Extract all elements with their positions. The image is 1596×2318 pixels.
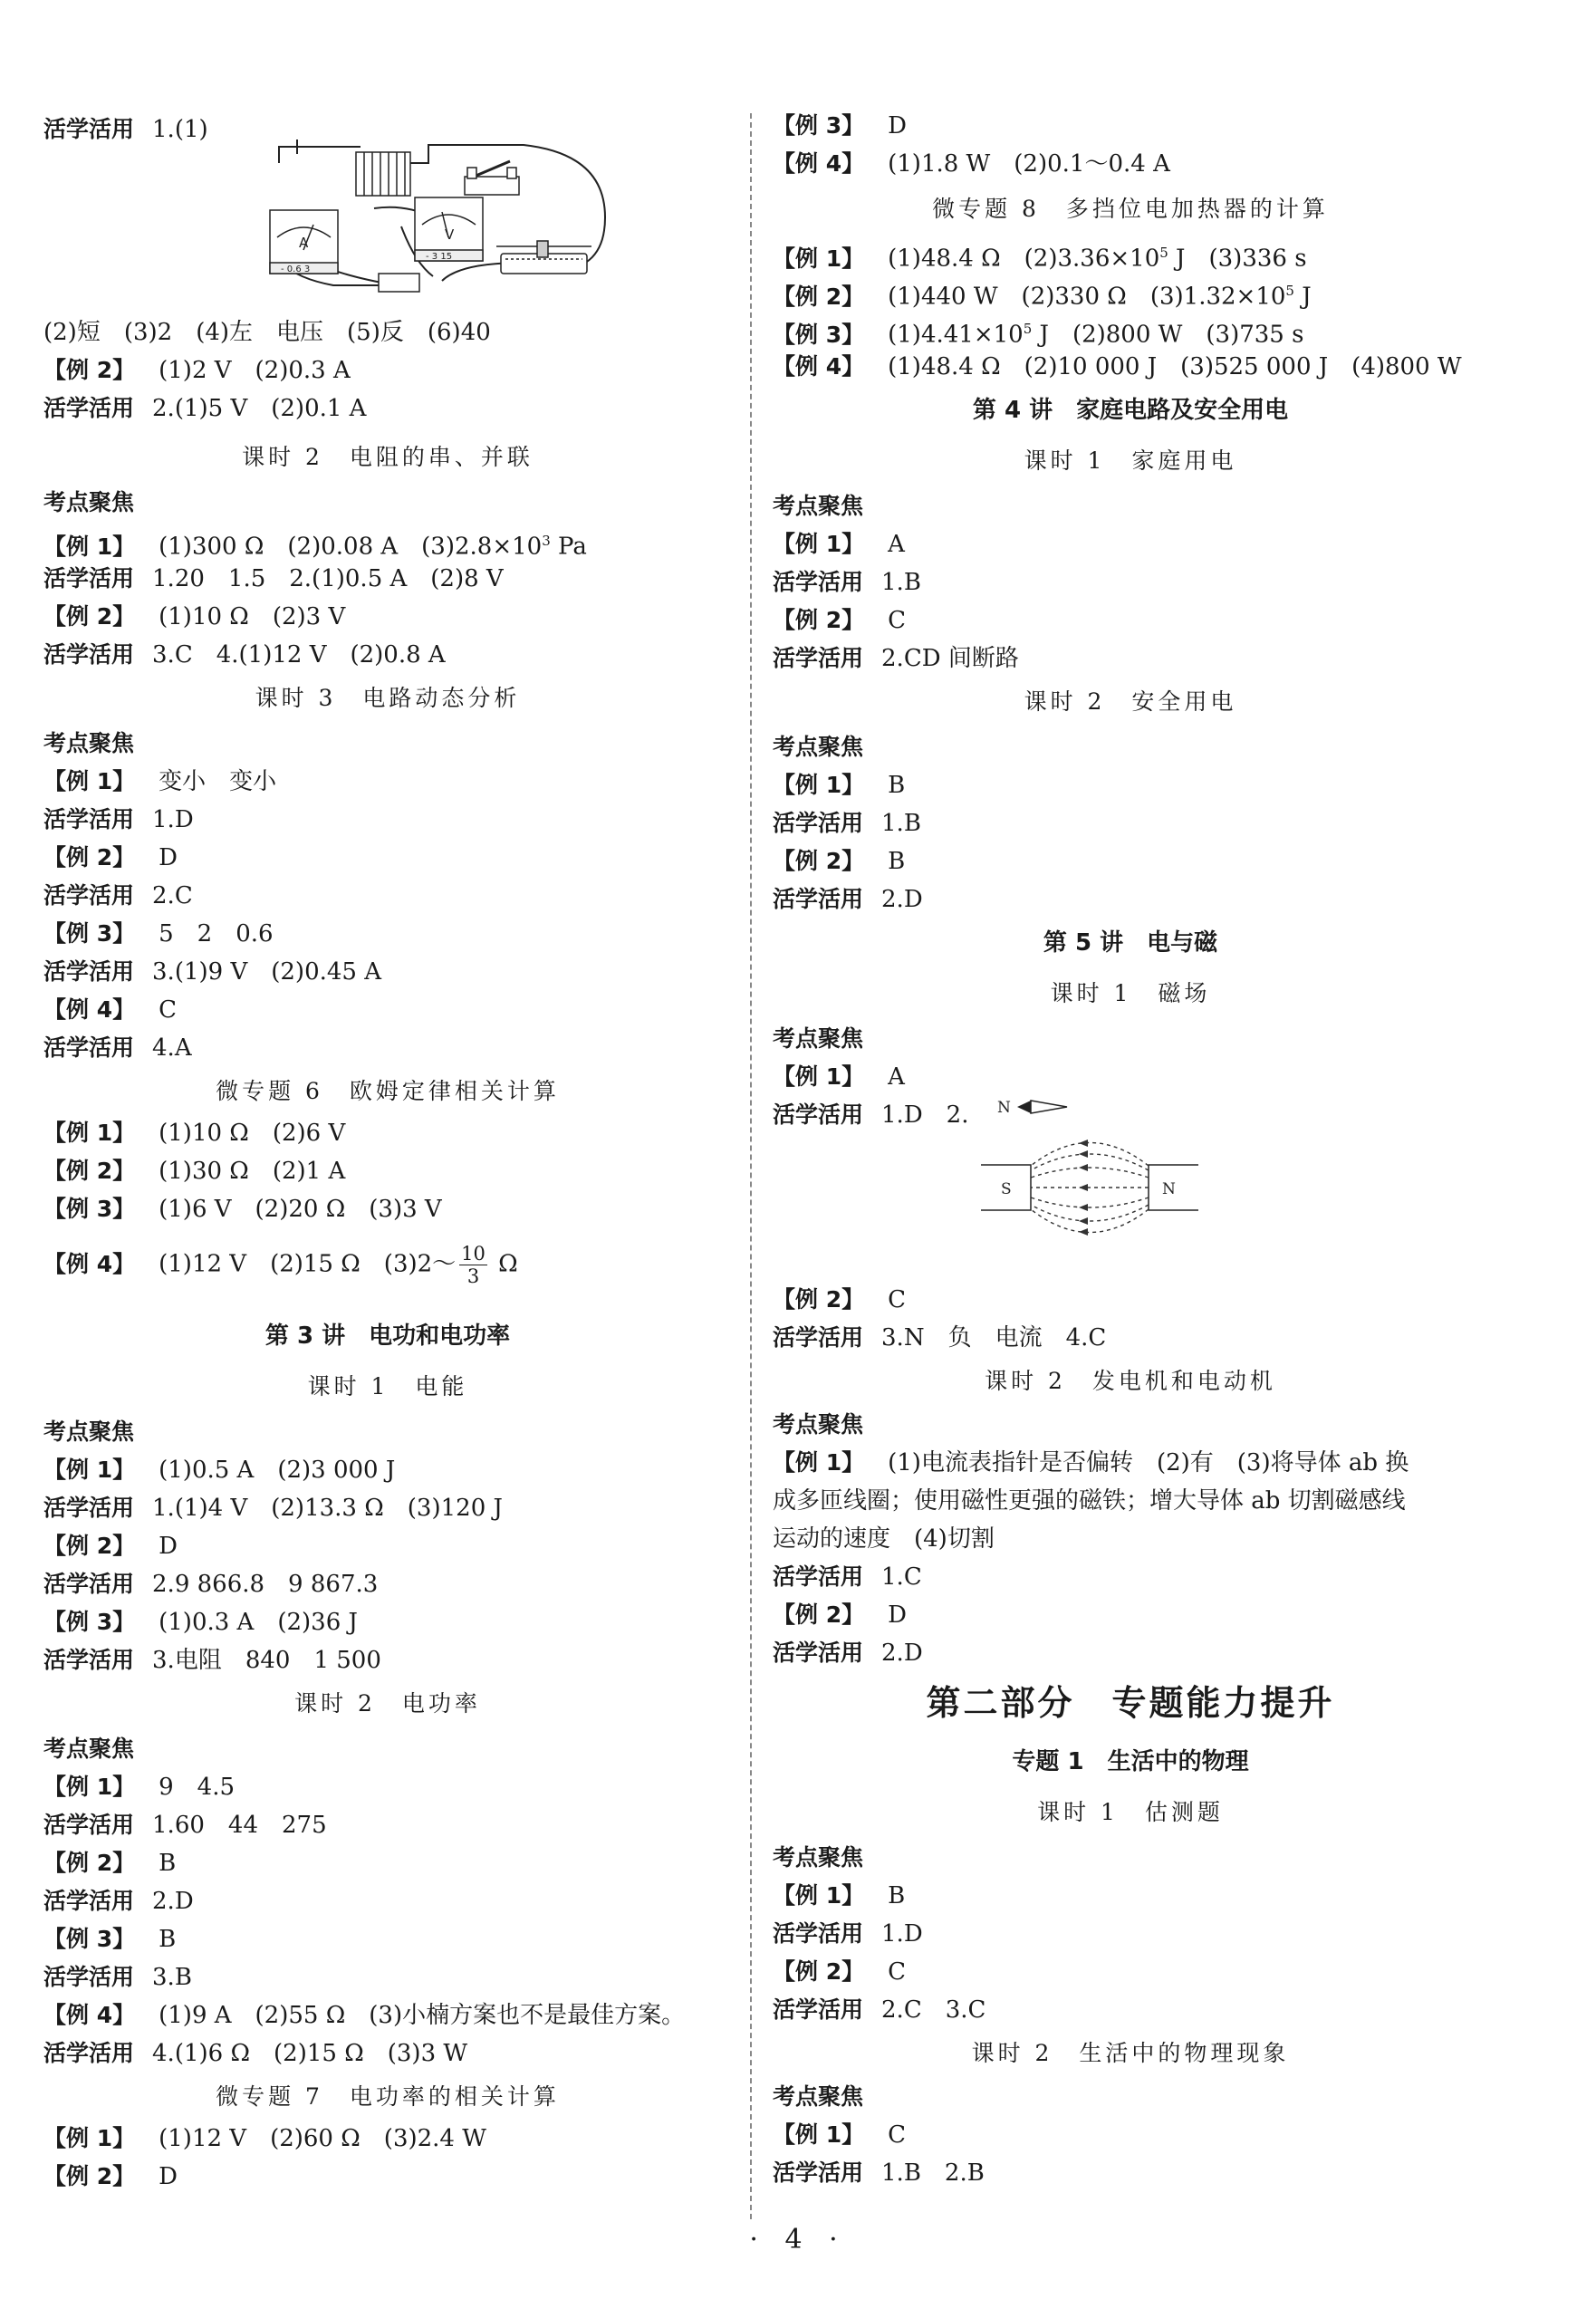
lesson-heading: 课时 1 电能 [307, 1373, 468, 1399]
svg-text:S: S [1001, 1180, 1012, 1198]
answer-line: 活学活用 2.9 866.8 9 867.3 [43, 1571, 379, 1598]
topic-heading: 微专题 8 多挡位电加热器的计算 [932, 196, 1329, 222]
answer-line: 【例 2】 D [43, 1533, 178, 1560]
answer-line: 活学活用 2.C 3.C [773, 1996, 986, 2024]
answer-line: 活学活用 3.电阻 840 1 500 [43, 1647, 381, 1674]
lesson-heading: 课时 2 电功率 [294, 1690, 481, 1717]
lesson-heading: 课时 1 磁场 [1050, 980, 1211, 1006]
answer-line: 【例 2】 C [773, 1286, 907, 1313]
magnetic-field-diagram [981, 1094, 1198, 1275]
section-label: 考点聚焦 [773, 734, 864, 760]
lesson-heading: 课时 2 安全用电 [1024, 688, 1237, 715]
answer-line: 【例 4】 (1)12 V (2)15 Ω (3)2～ $\frac{10}{3}$ Ω [43, 1243, 518, 1287]
answer-line: 【例 2】 D [43, 844, 178, 871]
answer-line: 【例 2】 (1)440 W (2)330 Ω $(3)1.32\times 10^5$ J [773, 283, 1312, 311]
topic-heading: 微专题 7 电功率的相关计算 [216, 2083, 560, 2110]
answer-line: 活学活用 1.D 2. [773, 1101, 969, 1129]
page-number: · 4 · [749, 2224, 847, 2255]
answer-line: 活学活用 2.C [43, 882, 193, 909]
svg-text:- 3 15: - 3 15 [426, 252, 453, 262]
answer-line: 【例 1】 (1)10 Ω (2)6 V [43, 1120, 346, 1147]
answer-line: 【例 1】 A [773, 1063, 905, 1091]
resistor [379, 274, 419, 292]
answer-line: 【例 1】 9 4.5 [43, 1774, 236, 1801]
topic-heading: 微专题 6 欧姆定律相关计算 [216, 1078, 560, 1104]
answer-line: 活学活用 1.(1) [43, 116, 208, 143]
answer-line: 【例 1】 A [773, 531, 905, 558]
answer-line: 活学活用 3.(1)9 V (2)0.45 A [43, 958, 381, 986]
answer-line: (2)短 (3)2 (4)左 电压 (5)反 (6)40 [43, 319, 491, 346]
answer-line: 【例 1】 (1)12 V (2)60 Ω (3)2.4 W [43, 2125, 486, 2152]
answer-line: 活学活用 1.C [773, 1563, 922, 1591]
answer-line: 【例 1】 (1)48.4 Ω $(2)3.36\times 10^5$ J (3)336 s [773, 245, 1307, 273]
switch [465, 161, 519, 195]
answer-line: 【例 4】 (1)48.4 Ω (2)10 000 J (3)525 000 J (4)800 W [773, 353, 1462, 380]
answer-line: 【例 4】 (1)1.8 W (2)0.1～0.4 A [773, 150, 1170, 178]
answer-line: 活学活用 2.D [773, 1640, 923, 1667]
answer-line: 【例 2】 B [43, 1850, 177, 1877]
answer-line: 【例 2】 (1)30 Ω (2)1 A [43, 1158, 346, 1185]
answer-line: 【例 1】 变小 变小 [43, 768, 277, 795]
answer-line: 活学活用 3.B [43, 1964, 192, 1991]
section-label: 考点聚焦 [773, 1411, 864, 1438]
lesson-heading: 课时 2 发电机和电动机 [985, 1368, 1276, 1394]
section-label: 考点聚焦 [773, 493, 864, 519]
lesson-heading: 课时 2 电阻的串、并联 [242, 444, 534, 470]
svg-text:V: V [445, 226, 455, 243]
lesson-heading: 课时 3 电路动态分析 [255, 685, 521, 711]
answer-line: 【例 3】 $(1)4.41\times 10^5$ J (2)800 W (3)735 s [773, 321, 1304, 349]
battery [356, 152, 410, 196]
lecture-heading: 第 3 讲 电功和电功率 [264, 1323, 511, 1350]
answer-line: 活学活用 2.D [773, 886, 923, 913]
answer-line: 活学活用 1.B [773, 569, 921, 596]
answer-line: 【例 2】 (1)10 Ω (2)3 V [43, 603, 346, 630]
answer-line: 活学活用 2.D [43, 1888, 194, 1915]
answer-line: 【例 3】 B [43, 1926, 177, 1953]
answer-line: 【例 3】 5 2 0.6 [43, 920, 274, 947]
answer-line: 【例 2】 C [773, 1958, 907, 1986]
answer-line: 【例 2】 D [43, 2163, 178, 2190]
topic-heading: 专题 1 生活中的物理 [1012, 1748, 1249, 1775]
answer-line: 【例 2】 C [773, 607, 907, 634]
answer-line: 【例 1】 (1)300 Ω (2)0.08 A $(3)2.8\times 10^3$ Pa [43, 533, 587, 561]
svg-text:A: A [299, 235, 309, 251]
lesson-heading: 课时 2 生活中的物理现象 [971, 2040, 1290, 2066]
answer-line: 活学活用 1.B 2.B [773, 2159, 985, 2187]
answer-line: 活学活用 1.20 1.5 2.(1)0.5 A (2)8 V [43, 565, 504, 592]
answer-line: 活学活用 1.60 44 275 [43, 1812, 327, 1839]
answer-line: 活学活用 1.(1)4 V (2)13.3 Ω (3)120 J [43, 1495, 503, 1522]
answer-line: 活学活用 1.D [773, 1920, 923, 1948]
answer-line: 活学活用 2.(1)5 V (2)0.1 A [43, 395, 367, 422]
section-label: 考点聚焦 [773, 1025, 864, 1052]
section-label: 考点聚焦 [43, 1736, 135, 1762]
answer-line: 【例 2】 B [773, 848, 906, 875]
svg-text:- 0.6 3: - 0.6 3 [281, 265, 311, 274]
answer-line: 【例 1】 B [773, 1882, 906, 1909]
lesson-heading: 课时 1 估测题 [1037, 1799, 1224, 1825]
answer-line: 【例 2】 (1)2 V (2)0.3 A [43, 357, 351, 384]
answer-line: 【例 3】 (1)0.3 A (2)36 J [43, 1609, 358, 1636]
lecture-heading: 第 4 讲 家庭电路及安全用电 [972, 397, 1289, 424]
answer-line: 【例 1】 (1)电流表指针是否偏转 (2)有 (3)将导体 ab 换 [773, 1449, 1409, 1476]
column-divider [750, 113, 752, 2219]
answer-line: 活学活用 1.B [773, 810, 921, 837]
section-label: 考点聚焦 [43, 730, 135, 756]
answer-line: 活学活用 2.CD 间断路 [773, 645, 1019, 672]
answer-line: 【例 1】 C [773, 2121, 907, 2149]
lesson-heading: 课时 1 家庭用电 [1024, 447, 1237, 474]
fraction: $\frac{10}{3}$ [461, 1243, 486, 1287]
compass-needle [1017, 1101, 1067, 1113]
answer-line: 【例 1】 B [773, 772, 906, 799]
section-label: 考点聚焦 [773, 2083, 864, 2110]
svg-text:N: N [1162, 1180, 1176, 1198]
answer-line: 【例 3】 D [773, 112, 907, 139]
answer-line-continued: 运动的速度 (4)切割 [773, 1525, 995, 1553]
answer-line: 【例 2】 D [773, 1601, 907, 1629]
answer-line-continued: 成多匝线圈；使用磁性更强的磁铁；增大导体 ab 切割磁感线 [773, 1487, 1406, 1515]
section-label: 考点聚焦 [43, 1419, 135, 1445]
answer-line: 活学活用 4.(1)6 Ω (2)15 Ω (3)3 W [43, 2040, 468, 2067]
section-label: 考点聚焦 [773, 1844, 864, 1871]
circuit-diagram [225, 127, 623, 299]
answer-line: 【例 3】 (1)6 V (2)20 Ω (3)3 V [43, 1196, 442, 1223]
part-heading: 第二部分 专题能力提升 [926, 1683, 1335, 1723]
answer-line: 活学活用 1.D [43, 806, 194, 833]
svg-text:N: N [997, 1099, 1011, 1117]
answer-line: 【例 4】 C [43, 996, 178, 1024]
lecture-heading: 第 5 讲 电与磁 [1043, 929, 1218, 957]
answer-line: 【例 1】 (1)0.5 A (2)3 000 J [43, 1457, 396, 1484]
answer-line: 活学活用 3.C 4.(1)12 V (2)0.8 A [43, 641, 446, 668]
section-label: 考点聚焦 [43, 489, 135, 515]
rheostat [496, 241, 591, 274]
answer-line: 活学活用 4.A [43, 1034, 192, 1062]
answer-line: 【例 4】 (1)9 A (2)55 Ω (3)小楠方案也不是最佳方案。 [43, 2002, 686, 2029]
answer-line: 活学活用 3.N 负 电流 4.C [773, 1324, 1107, 1351]
